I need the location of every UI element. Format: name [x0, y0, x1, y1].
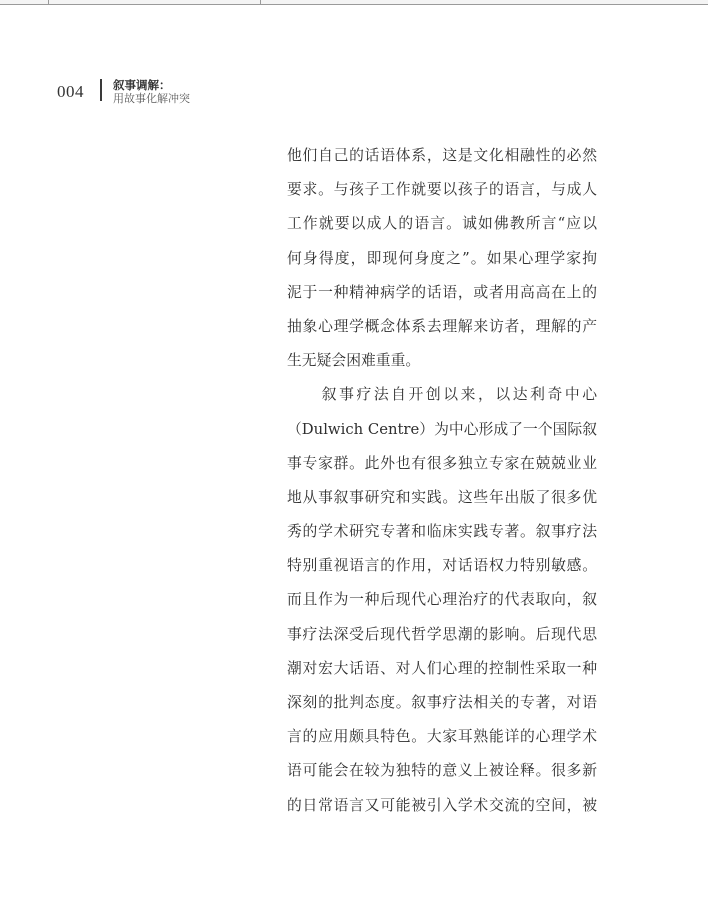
header-divider: [100, 79, 102, 101]
body-line: 秀的学术研究专著和临床实践专著。叙事疗法: [287, 523, 597, 541]
body-line: 何身得度，即现何身度之”。如果心理学家拘: [287, 249, 597, 267]
body-line: 语可能会在较为独特的意义上被诠释。很多新: [287, 762, 597, 780]
body-line: 泥于一种精神病学的话语，或者用高高在上的: [287, 283, 597, 301]
body-line: 要求。与孩子工作就要以孩子的语言，与成人: [287, 181, 597, 199]
body-line: 事疗法深受后现代哲学思潮的影响。后现代思: [287, 625, 597, 643]
running-header-subtitle: 用故事化解冲突: [113, 92, 190, 105]
body-line: 事专家群。此外也有很多独立专家在兢兢业业: [287, 454, 597, 472]
body-line: 的日常语言又可能被引入学术交流的空间，被: [287, 796, 597, 814]
page-number: 004: [57, 82, 84, 101]
body-line: 而且作为一种后现代心理治疗的代表取向，叙: [287, 591, 597, 609]
body-text: [287, 139, 597, 823]
body-line: （Dulwich Centre）为中心形成了一个国际叙: [287, 420, 597, 438]
body-line: 地从事叙事研究和实践。这些年出版了很多优: [287, 488, 597, 506]
running-header-title: 叙事调解：: [113, 78, 171, 92]
body-line: 深刻的批判态度。叙事疗法相关的专著，对语: [287, 694, 597, 711]
body-line: 他们自己的话语体系，这是文化相融性的必然: [287, 147, 597, 164]
body-line: 抽象心理学概念体系去理解来访者，理解的产: [287, 317, 597, 335]
body-line: 特别重视语言的作用，对话语权力特别敏感。: [287, 557, 597, 575]
body-line: 潮对宏大话语、对人们心理的控制性采取一种: [287, 659, 597, 677]
viewer-strip-divider: [260, 0, 261, 4]
viewer-strip-divider: [48, 0, 49, 4]
body-line: 工作就要以成人的语言。诚如佛教所言“应以: [287, 215, 597, 233]
body-line: 言的应用颇具特色。大家耳熟能详的心理学术: [287, 728, 597, 746]
body-line: 生无疑会困难重重。: [287, 352, 421, 370]
body-line: 叙事疗法自开创以来，以达利奇中心: [287, 386, 597, 404]
viewer-top-strip: [0, 0, 708, 5]
